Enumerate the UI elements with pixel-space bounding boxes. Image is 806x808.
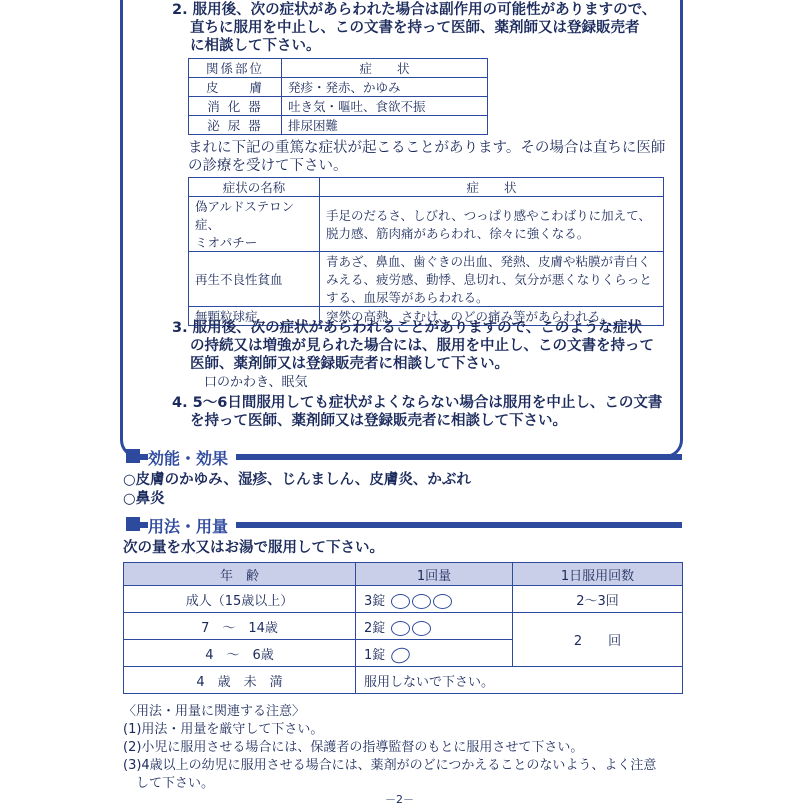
- serious-line2: の診療を受けて下さい。: [188, 158, 348, 174]
- tablet-icon: [391, 621, 410, 636]
- item4-line1: 4. 5〜6日間服用しても症状がよくならない場合は服用を中止し、この文書: [172, 395, 663, 411]
- item3-sub: 口のかわき、眠気: [204, 375, 308, 390]
- table2-desc: 手足のだるさ、しびれ、つっぱり感やこわばりに加えて、 脱力感、筋肉痛があらわれ、徐々に強くなる。: [320, 197, 664, 252]
- tablet-icon: [412, 621, 431, 636]
- item3-line3: 医師、薬剤師又は登録販売者に相談して下さい。: [190, 356, 509, 372]
- table1-cell: 消 化 器: [189, 97, 282, 116]
- table1-cell: 排尿困難: [282, 116, 488, 135]
- dosage-title: 用法・用量: [148, 514, 236, 537]
- efficacy-line1: ○皮膚のかゆみ、湿疹、じんましん、皮膚炎、かぶれ: [123, 472, 471, 488]
- table1-header-symptom: 症 状: [282, 59, 488, 78]
- table2-header-symptom: 症 状: [320, 178, 664, 197]
- tablet-icon: [433, 594, 452, 609]
- dosage-table: [123, 562, 683, 694]
- dose-times: 2 回: [513, 613, 683, 667]
- tablet-icon: [389, 645, 412, 666]
- table1-cell: 皮 膚: [189, 78, 282, 97]
- table1-cell: 発疹・発赤、かゆみ: [282, 78, 488, 97]
- page-number: －2－: [385, 793, 414, 806]
- table2-name: 偽アルドステロン症、 ミオパチー: [189, 197, 320, 252]
- dose-age: 成人（15歳以上）: [124, 586, 356, 613]
- dosage-note: して下さい。: [123, 776, 215, 791]
- side-effects-table: [188, 58, 488, 135]
- item3-line1: 3. 服用後、次の症状があらわれることがありますので、このような症状: [172, 320, 642, 336]
- table2-header-name: 症状の名称: [189, 178, 320, 197]
- table1-cell: 吐き気・嘔吐、食欲不振: [282, 97, 488, 116]
- dose-age: 4 〜 6歳: [124, 640, 356, 667]
- dose-amount: 1錠: [356, 640, 513, 667]
- table2-name: 再生不良性貧血: [189, 252, 320, 307]
- table1-header-part: 関係部位: [189, 59, 282, 78]
- efficacy-title: 効能・効果: [148, 446, 236, 469]
- table2-desc: 突然の高熱、さむけ、のどの痛み等があらわれる。: [320, 307, 664, 326]
- dosage-note: (2)小児に服用させる場合には、保護者の指導監督のもとに服用させて下さい。: [123, 740, 584, 755]
- dose-header-age: 年 齢: [124, 563, 356, 586]
- table2-name: 無顆粒球症: [189, 307, 320, 326]
- tablet-icon: [391, 594, 410, 609]
- item2-line2: 直ちに服用を中止し、この文書を持って医師、薬剤師又は登録販売者: [190, 20, 640, 36]
- dose-amount: 2錠: [356, 613, 513, 640]
- dosage-notes-title: 〈用法・用量に関連する注意〉: [123, 704, 306, 719]
- dose-header-amount: 1回量: [356, 563, 513, 586]
- serious-line1: まれに下記の重篤な症状が起こることがあります。その場合は直ちに医師: [188, 140, 666, 156]
- efficacy-line2: ○鼻炎: [123, 491, 165, 507]
- tablet-icon: [412, 594, 431, 609]
- dosage-section-bar: [126, 516, 682, 534]
- dose-amount: 3錠: [356, 586, 513, 613]
- dosage-intro: 次の量を水又はお湯で服用して下さい。: [123, 540, 384, 556]
- dosage-note: (1)用法・用量を厳守して下さい。: [123, 722, 324, 737]
- item2-line1: 2. 服用後、次の症状があらわれた場合は副作用の可能性がありますので、: [172, 2, 657, 18]
- item2-line3: に相談して下さい。: [190, 38, 321, 54]
- dose-times: 2〜3回: [513, 586, 683, 613]
- dose-header-times: 1日服用回数: [513, 563, 683, 586]
- item3-line2: の持続又は増強が見られた場合には、服用を中止し、この文書を持って: [190, 338, 654, 354]
- dose-amount: 服用しないで下さい。: [356, 667, 683, 694]
- table2-desc: 青あざ、鼻血、歯ぐきの出血、発熱、皮膚や粘膜が青白く みえる、疲労感、動悸、息切れ、気分が悪くなりくらっと する、血尿等があらわれる。: [320, 252, 664, 307]
- efficacy-section-bar: [126, 448, 682, 466]
- dosage-note: (3)4歳以上の幼児に服用させる場合には、薬剤がのどにつかえることのないよう、よく注意: [123, 758, 657, 773]
- serious-effects-table: [188, 177, 664, 326]
- item4-line2: を持って医師、薬剤師又は登録販売者に相談して下さい。: [190, 413, 567, 429]
- dose-age: 4 歳 未 満: [124, 667, 356, 694]
- dose-age: 7 〜 14歳: [124, 613, 356, 640]
- table1-cell: 泌 尿 器: [189, 116, 282, 135]
